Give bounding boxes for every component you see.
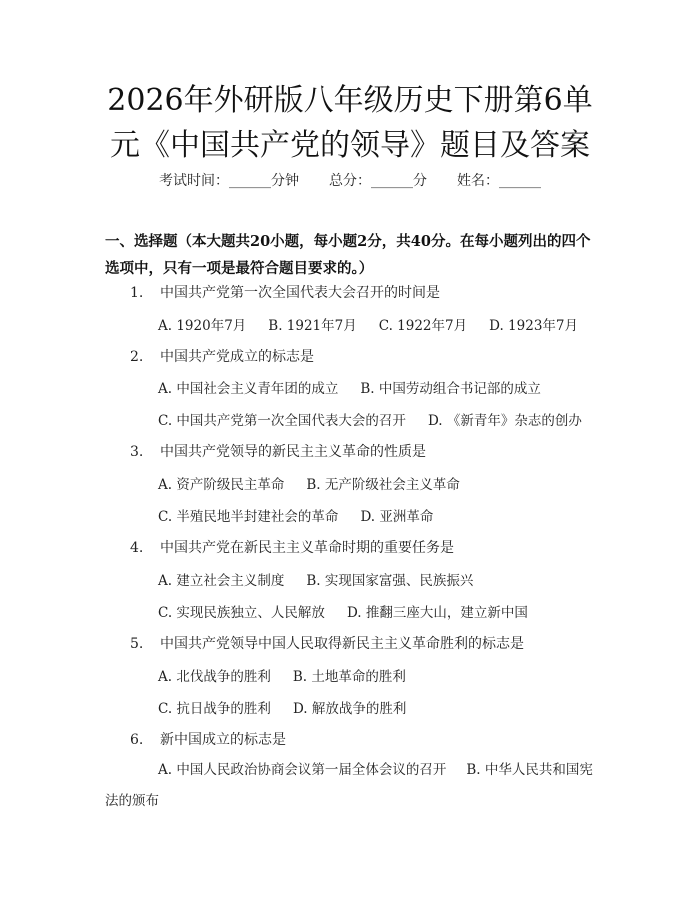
document-title: 2026年外研版八年级历史下册第6单元《中国共产党的领导》题目及答案 xyxy=(107,83,593,163)
option-b[interactable]: B. 中华人民共和国宪法的颁布 xyxy=(105,762,593,809)
question-3-options-row2 xyxy=(158,505,433,525)
option-d[interactable]: D. 1923年7月 xyxy=(489,318,578,334)
question-stem: 新中国成立的标志是 xyxy=(160,732,286,748)
question-number: 5. xyxy=(130,636,144,652)
question-number: 3. xyxy=(130,444,144,460)
question-6-options xyxy=(105,755,595,817)
question-1 xyxy=(130,282,440,302)
option-c[interactable]: C. 1922年7月 xyxy=(378,318,468,334)
option-a[interactable]: A. 1920年7月 xyxy=(158,318,247,334)
question-3-options-row1 xyxy=(158,473,460,493)
option-b[interactable]: B. 1921年7月 xyxy=(268,318,357,334)
option-d[interactable]: D. 《新青年》杂志的创办 xyxy=(427,413,582,429)
question-stem: 中国共产党领导中国人民取得新民主主义革命胜利的标志是 xyxy=(160,636,524,652)
option-d[interactable]: D. 解放战争的胜利 xyxy=(292,701,407,717)
question-6 xyxy=(130,729,286,749)
option-c[interactable]: C. 中国共产党第一次全国代表大会的召开 xyxy=(158,413,406,429)
option-c[interactable]: C. 抗日战争的胜利 xyxy=(158,701,271,717)
option-d[interactable]: D. 亚洲革命 xyxy=(360,509,434,525)
exam-time-field: 考试时间：______分钟 xyxy=(159,173,299,189)
question-stem: 中国共产党领导的新民主主义革命的性质是 xyxy=(160,444,426,460)
question-2-options-row2 xyxy=(158,409,582,429)
option-b[interactable]: B. 实现国家富强、民族振兴 xyxy=(306,573,474,589)
question-number: 1. xyxy=(130,285,144,301)
question-2 xyxy=(130,346,314,366)
question-stem: 中国共产党第一次全国代表大会召开的时间是 xyxy=(160,285,440,301)
option-a[interactable]: A. 资产阶级民主革命 xyxy=(158,477,285,493)
option-a[interactable]: A. 北伐战争的胜利 xyxy=(158,669,271,685)
question-stem: 中国共产党在新民主主义革命时期的重要任务是 xyxy=(160,540,454,556)
question-5 xyxy=(130,633,524,653)
section-heading: 一、选择题（本大题共20小题，每小题2分，共40分。在每小题列出的四个选项中，只有一项是最符合题目要求的。） xyxy=(105,233,591,277)
question-4-options-row1 xyxy=(158,569,473,589)
question-3 xyxy=(130,441,426,461)
option-b[interactable]: B. 无产阶级社会主义革命 xyxy=(306,477,460,493)
question-number: 6. xyxy=(130,732,144,748)
question-4 xyxy=(130,537,454,557)
question-stem: 中国共产党成立的标志是 xyxy=(160,349,314,365)
student-name-field: 姓名：______ xyxy=(457,173,541,189)
option-a[interactable]: A. 建立社会主义制度 xyxy=(158,573,285,589)
question-5-options-row1 xyxy=(158,665,406,685)
option-a[interactable]: A. 中国社会主义青年团的成立 xyxy=(158,381,339,397)
question-number: 4. xyxy=(130,540,144,556)
option-c[interactable]: C. 实现民族独立、人民解放 xyxy=(158,605,325,621)
option-b[interactable]: B. 中国劳动组合书记部的成立 xyxy=(360,381,541,397)
option-d[interactable]: D. 推翻三座大山，建立新中国 xyxy=(346,605,528,621)
option-a[interactable]: A. 中国人民政治协商会议第一届全体会议的召开 xyxy=(158,762,447,778)
option-c[interactable]: C. 半殖民地半封建社会的革命 xyxy=(158,509,339,525)
question-5-options-row2 xyxy=(158,697,406,717)
option-b[interactable]: B. 土地革命的胜利 xyxy=(292,669,406,685)
total-score-field: 总分：______分 xyxy=(329,173,427,189)
question-4-options-row2 xyxy=(158,601,528,621)
exam-meta xyxy=(0,170,700,190)
question-1-options xyxy=(158,314,578,334)
question-number: 2. xyxy=(130,349,144,365)
question-2-options-row1 xyxy=(158,377,541,397)
